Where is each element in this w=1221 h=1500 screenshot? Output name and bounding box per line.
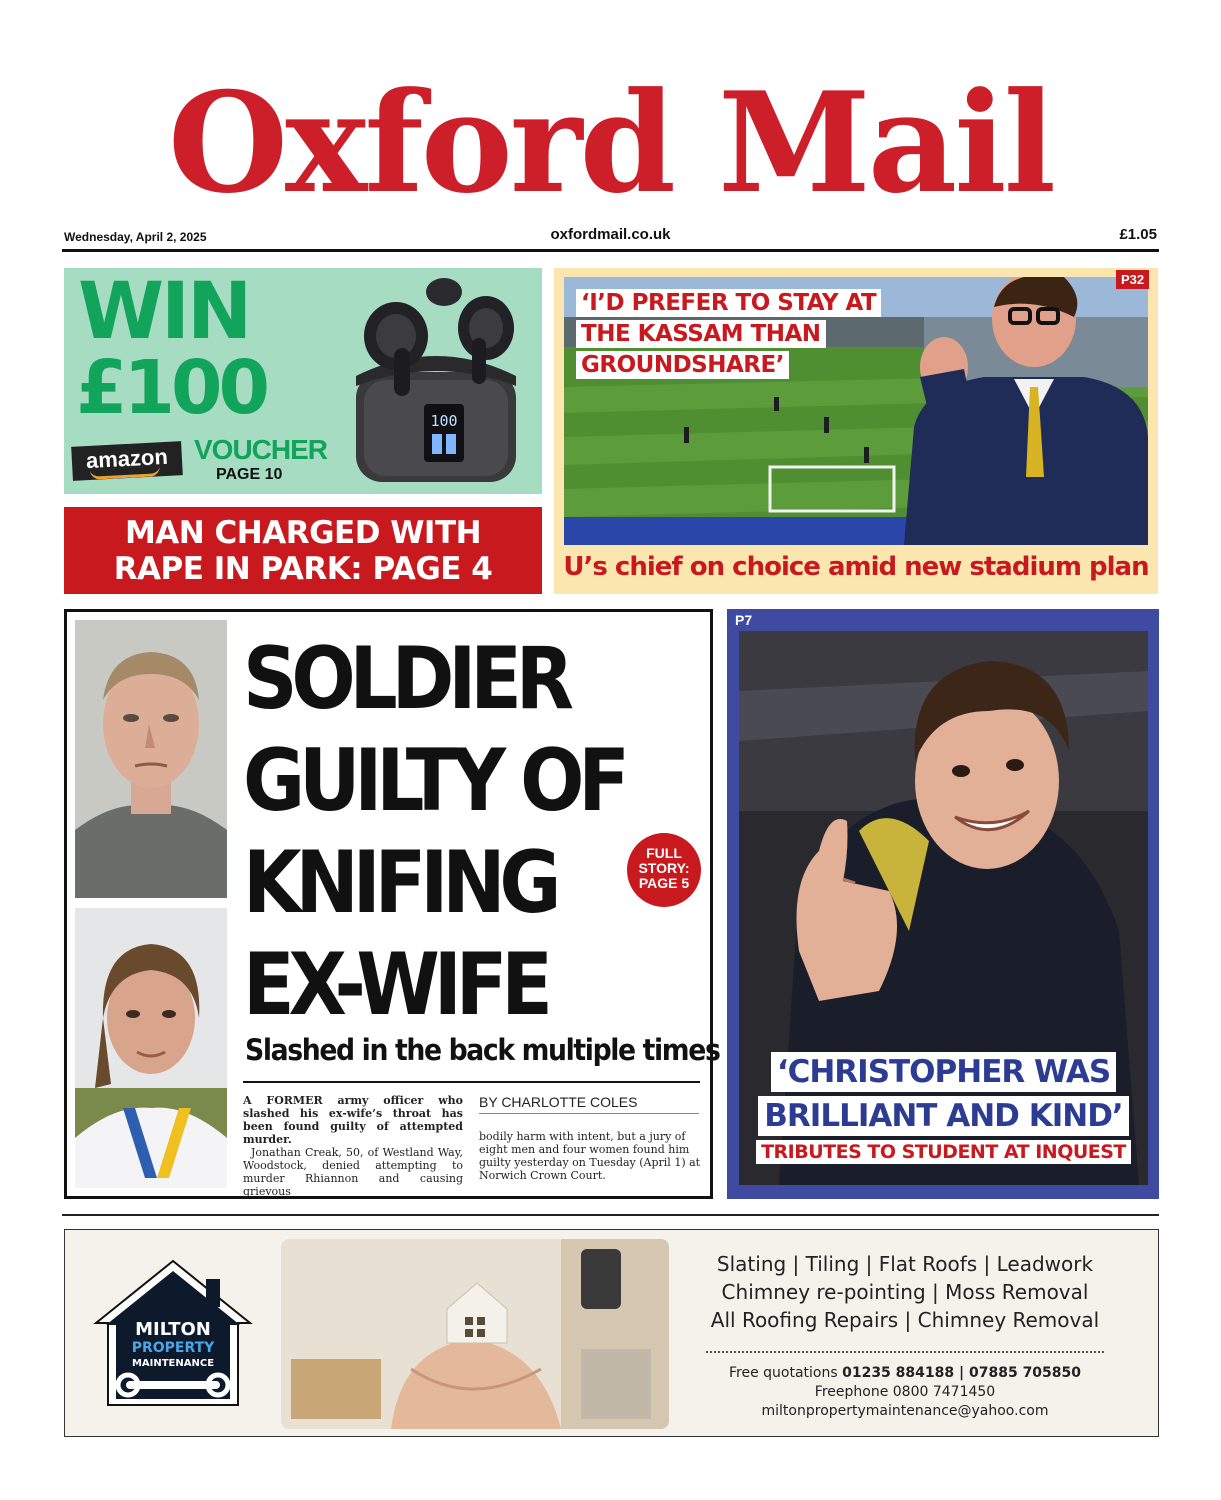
full-story-badge[interactable]	[627, 833, 701, 907]
soldier-divider	[243, 1081, 700, 1083]
quote-line	[690, 1364, 1120, 1383]
services-line: All Roofing Repairs | Chimney Removal	[710, 1308, 1100, 1332]
christopher-quote-line: ‘CHRISTOPHER WAS	[771, 1052, 1116, 1092]
byline-divider	[479, 1113, 699, 1114]
freephone[interactable]: Freephone 0800 7471450	[814, 1384, 996, 1400]
amazon-logo: amazon	[71, 441, 183, 481]
kassam-quote-line: GROUNDSHARE’	[576, 351, 789, 379]
advert-contact	[690, 1364, 1120, 1421]
christopher-quote-line: BRILLIANT AND KIND’	[758, 1096, 1128, 1136]
article-column-1	[243, 1094, 463, 1198]
milton-logo	[90, 1253, 256, 1413]
win-amount: £100	[76, 345, 266, 431]
byline: BY CHARLOTTE COLES	[479, 1094, 638, 1110]
voucher-label: VOUCHER	[194, 434, 328, 465]
christopher-quote	[739, 1052, 1148, 1164]
soldier-subhead: Slashed in the back multiple times	[245, 1033, 720, 1067]
victim-photo	[75, 908, 227, 1188]
soldier-headline-line: GUILTY OF	[243, 731, 624, 831]
earbuds-readout: 100	[430, 412, 458, 430]
earbuds-image	[336, 276, 536, 486]
rape-story-line-1: MAN CHARGED WITH	[124, 515, 482, 551]
defendant-photo	[75, 620, 227, 898]
win-headline: WIN	[78, 268, 250, 357]
article-body-1: Jonathan Creak, 50, of Westland Way, Woodstock, denied attempting to murder Rhiannon and causing grievous	[243, 1146, 463, 1198]
rape-story-headline	[64, 507, 542, 587]
services-line: Chimney re-pointing | Moss Removal	[721, 1280, 1089, 1304]
masthead-title: Oxford Mail	[167, 61, 1054, 224]
soldier-headline-line: KNIFING	[243, 833, 556, 933]
logo-line-3: MAINTENANCE	[131, 1358, 215, 1369]
advert-divider	[62, 1214, 1159, 1216]
article-column-2: bodily harm with intent, but a jury of eight men and four women found him guilty yesterday on Tuesday (April 1) at Norwich Crown Court.	[479, 1130, 701, 1182]
rape-story-line-2: RAPE IN PARK: PAGE 4	[113, 551, 493, 587]
kassam-page-tag: P32	[1116, 270, 1149, 289]
soldier-headline	[243, 628, 624, 1036]
services-line: Slating | Tiling | Flat Roofs | Leadwork	[716, 1252, 1094, 1276]
promo-page-ref: PAGE 10	[216, 466, 283, 483]
soldier-headline-line: SOLDIER	[243, 629, 568, 729]
logo-line-2: PROPERTY	[131, 1340, 215, 1356]
kassam-quote-line: THE KASSAM THAN	[576, 320, 826, 348]
rape-story-banner[interactable]	[64, 507, 542, 594]
badge-line: FULL	[646, 845, 682, 861]
article-lead: A FORMER army officer who slashed his ex-wife’s throat has been found guilty of attempted murder.	[243, 1094, 463, 1146]
badge-line: PAGE 5	[638, 875, 690, 891]
soldier-headline-line: EX-WIFE	[243, 935, 547, 1035]
advert-dotted-divider	[706, 1351, 1104, 1353]
quote-prefix: Free quotations	[728, 1365, 838, 1381]
phone-numbers[interactable]: 01235 884188 | 07885 705850	[842, 1365, 1082, 1381]
christopher-subhead: TRIBUTES TO STUDENT AT INQUEST	[756, 1140, 1131, 1164]
site-url[interactable]: oxfordmail.co.uk	[550, 226, 671, 243]
christopher-page-tag: P7	[735, 612, 753, 628]
kassam-quote-line: ‘I’D PREFER TO STAY AT	[576, 289, 881, 317]
cover-price: £1.05	[1119, 226, 1157, 243]
masthead	[0, 58, 1221, 228]
kassam-quote	[576, 289, 881, 382]
masthead-divider	[62, 249, 1159, 252]
kassam-caption: U’s chief on choice amid new stadium plan	[563, 552, 1149, 582]
dateline: Wednesday, April 2, 2025	[64, 230, 207, 244]
badge-line: STORY:	[638, 860, 690, 876]
advert-email[interactable]: miltonpropertymaintenance@yahoo.com	[761, 1403, 1049, 1419]
house-hands-photo	[281, 1239, 669, 1429]
advert-services	[690, 1250, 1120, 1334]
win-voucher-promo[interactable]	[64, 268, 542, 494]
logo-line-1: MILTON	[135, 1319, 211, 1340]
